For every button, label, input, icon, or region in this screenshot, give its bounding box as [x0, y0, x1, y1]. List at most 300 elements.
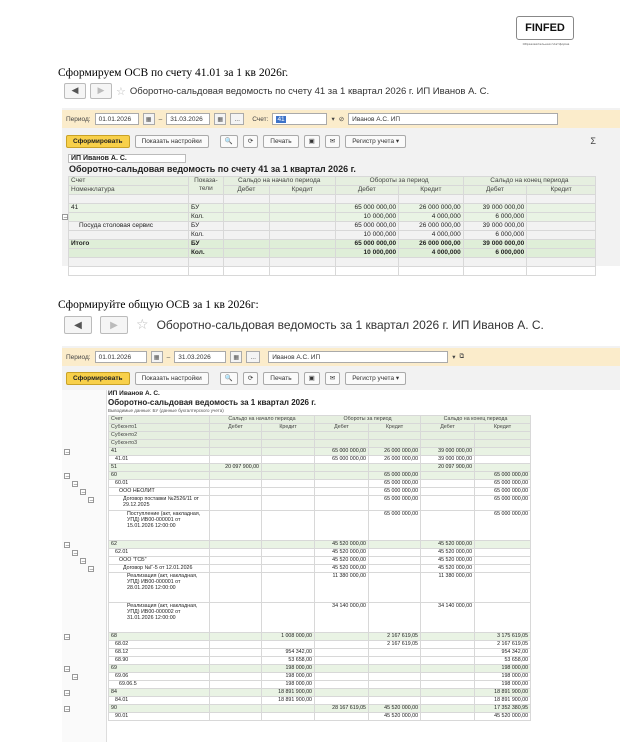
table-cell-oc: 1 008 000,00	[262, 633, 315, 641]
table-cell-tc: 26 000 000,00	[369, 456, 421, 464]
table-cell-tc: 45 520 000,00	[369, 713, 421, 721]
table-cell-cd	[421, 657, 475, 665]
table-cell-cd: 39 000 000,00	[463, 240, 527, 249]
table-cell-cd	[421, 681, 475, 689]
table-cell-cd: 20 097 900,00	[421, 464, 475, 472]
table-cell-td: 65 000 000,00	[315, 456, 369, 464]
period-select-button[interactable]: ...	[246, 351, 260, 363]
table-cell-td	[315, 488, 369, 496]
table-cell-name	[69, 231, 189, 240]
table-cell-tc	[369, 697, 421, 705]
open-icon[interactable]: ⧉	[459, 353, 465, 360]
period-select-button[interactable]: ...	[230, 113, 244, 125]
table-cell-od	[223, 222, 269, 231]
table-cell-td	[315, 496, 369, 511]
account-label: Счет:	[252, 115, 269, 123]
table-cell-name	[69, 249, 189, 258]
table-cell-tc	[369, 464, 421, 472]
table-cell-cd	[421, 480, 475, 488]
table-cell-tc: 65 000 000,00	[369, 496, 421, 511]
table-cell-td: 65 000 000,00	[335, 222, 399, 231]
table-row[interactable]	[109, 633, 531, 641]
period-dash: –	[158, 115, 163, 123]
table-cell-name: 68	[109, 633, 210, 641]
col-subconto1: Субконто1	[109, 424, 210, 432]
table-cell-td: 65 000 000,00	[315, 448, 369, 456]
table-cell-od	[210, 673, 262, 681]
table-cell-td	[315, 697, 369, 705]
table-cell-tc: 4 000,000	[399, 231, 464, 240]
refresh-icon[interactable]: ⟳	[243, 135, 258, 148]
table-cell-oc	[262, 480, 315, 488]
table-cell-oc: 198 000,00	[262, 665, 315, 673]
collapse-toggle-icon[interactable]: −	[81, 557, 87, 565]
table-cell-name: 68.12	[109, 649, 210, 657]
table-cell-name: 60.01	[109, 480, 210, 488]
table-cell-cc: 954 342,00	[475, 649, 531, 657]
collapse-toggle-icon[interactable]: −	[89, 496, 95, 504]
window-title-bar-2	[64, 316, 544, 334]
section1-heading: Сформируем ОСВ по счету 41.01 за 1 кв 2026г.	[58, 67, 289, 79]
table-cell-name: Реализация (акт, накладная, УПД) ИВ00-000001 от 28.01.2026 12:00:00	[109, 573, 210, 603]
toolbar-2	[62, 370, 620, 386]
table-cell-oc	[262, 603, 315, 633]
table-cell-od	[210, 496, 262, 511]
col-debit: Дебет	[463, 186, 527, 195]
table-cell-td: 34 140 000,00	[315, 603, 369, 633]
table-cell-oc: 198 000,00	[262, 681, 315, 689]
col-nomenclature: Номенклатура	[69, 186, 189, 195]
table-cell-tc: 65 000 000,00	[369, 472, 421, 480]
table-cell-cc	[527, 249, 596, 258]
calendar-icon[interactable]: ▦	[214, 113, 226, 125]
table-cell-td: 11 380 000,00	[315, 573, 369, 603]
table-cell-td	[315, 641, 369, 649]
table-cell-tc	[369, 557, 421, 565]
table-cell-oc	[262, 496, 315, 511]
register-label: Регистр учета	[352, 137, 395, 145]
table-cell-cd	[421, 511, 475, 541]
collapse-toggle-icon[interactable]: −	[73, 480, 79, 488]
col-turnover: Обороты за период	[335, 177, 463, 186]
table-cell-name: 90	[109, 705, 210, 713]
col-subconto2: Субконто2	[109, 432, 210, 440]
table-cell-tc	[369, 565, 421, 573]
favorite-star-icon[interactable]: ☆	[136, 317, 149, 333]
table-cell-tc	[369, 673, 421, 681]
print-button[interactable]: Печать	[263, 135, 298, 148]
table-row[interactable]	[109, 549, 531, 557]
table-cell-name: 62.01	[109, 549, 210, 557]
logo-subtitle: Образовательная платформа	[522, 42, 570, 46]
register-button[interactable]: Регистр учета ▾	[345, 372, 406, 385]
date-from-input[interactable]: 01.01.2026	[95, 351, 147, 363]
table-cell-name: Реализация (акт, накладная, УПД) ИВ00-000002 от 31.01.2026 12:00:00	[109, 603, 210, 633]
table-row[interactable]	[69, 231, 596, 240]
table-cell-cc	[475, 565, 531, 573]
table-cell-cc	[527, 213, 596, 222]
table-row[interactable]	[109, 665, 531, 673]
table-row[interactable]	[109, 456, 531, 464]
table-cell-od	[210, 541, 262, 549]
table-cell-cc: 18 891 900,00	[475, 689, 531, 697]
table-cell-od	[210, 697, 262, 705]
collapse-toggle-icon[interactable]: −	[65, 705, 71, 713]
sum-icon[interactable]: Σ	[590, 136, 596, 146]
table-row[interactable]	[109, 541, 531, 549]
table-row[interactable]	[109, 464, 531, 472]
table-cell-oc	[262, 705, 315, 713]
report-title-2: Оборотно-сальдовая ведомость за 1 квартал 2026 г.	[108, 398, 316, 407]
table-row[interactable]	[109, 557, 531, 565]
table-cell-cd: 34 140 000,00	[421, 603, 475, 633]
collapse-toggle-icon[interactable]: −	[81, 488, 87, 496]
table-cell-td	[315, 480, 369, 488]
table-row[interactable]	[109, 603, 531, 633]
report-org-2: ИП Иванов А. С.	[108, 390, 160, 397]
window-title-bar-1	[64, 83, 489, 99]
table-cell-tc	[369, 665, 421, 673]
collapse-toggle-icon[interactable]: −	[63, 213, 69, 221]
table-cell-tc: 45 520 000,00	[369, 705, 421, 713]
table-cell-cc	[475, 573, 531, 603]
table-cell-tc	[369, 573, 421, 603]
table-cell-od	[210, 456, 262, 464]
table-cell-name: Поступление (акт, накладная, УПД) ИВ00-000001 от 15.01.2026 12:00:00	[109, 511, 210, 541]
search-icon[interactable]: 🔍	[220, 135, 238, 148]
table-cell-ind: Кол.	[188, 249, 223, 258]
save-icon[interactable]: ▣	[304, 135, 320, 148]
table-cell-ind: БУ	[188, 240, 223, 249]
refresh-icon[interactable]: ⟳	[243, 372, 258, 385]
report-title-1: Оборотно-сальдовая ведомость по счету 41 за 1 квартал 2026 г.	[69, 164, 356, 174]
forward-button[interactable]: ▶	[100, 316, 128, 334]
table-cell-name: 68.02	[109, 641, 210, 649]
table-cell-td	[315, 633, 369, 641]
table-cell-oc	[269, 213, 335, 222]
table-cell-od	[223, 249, 269, 258]
back-button[interactable]: ◀	[64, 316, 92, 334]
organization-input[interactable]: Иванов А.С. ИП	[268, 351, 448, 363]
table-cell-cd	[421, 689, 475, 697]
table-cell-name: 68.90	[109, 657, 210, 665]
table-cell-cd: 39 000 000,00	[463, 222, 527, 231]
table-cell-od	[210, 557, 262, 565]
table-cell-cd	[421, 697, 475, 705]
table-cell-od	[210, 713, 262, 721]
mail-icon[interactable]: ✉	[325, 135, 340, 148]
table-row[interactable]	[109, 480, 531, 488]
section2-heading: Сформируйте общую ОСВ за 1 кв 2026г:	[58, 299, 259, 311]
table-cell-cd: 6 000,000	[463, 231, 527, 240]
table-cell-oc: 954 342,00	[262, 649, 315, 657]
table-cell-tc	[369, 689, 421, 697]
col-credit: Кредит	[399, 186, 464, 195]
table-cell-cd: 6 000,000	[463, 213, 527, 222]
table-cell-od	[210, 705, 262, 713]
table-cell-name	[69, 213, 189, 222]
table-row[interactable]	[109, 448, 531, 456]
table-cell-name: 41	[109, 448, 210, 456]
table-cell-cc	[475, 541, 531, 549]
collapse-toggle-icon[interactable]: −	[89, 565, 95, 573]
table-cell-od	[210, 689, 262, 697]
print-button[interactable]: Печать	[263, 372, 298, 385]
table-cell-td	[315, 681, 369, 689]
table-cell-oc	[262, 557, 315, 565]
collapse-toggle-icon[interactable]: −	[65, 448, 71, 456]
generate-button[interactable]: Сформировать	[66, 372, 130, 385]
table-cell-tc	[369, 541, 421, 549]
table-cell-td	[315, 464, 369, 472]
toolbar-1	[62, 133, 620, 149]
date-from-input[interactable]: 01.01.2026	[95, 113, 139, 125]
account-input[interactable]	[272, 113, 327, 125]
link-icon[interactable]: ⊘	[338, 116, 345, 123]
organization-input[interactable]: Иванов А.С. ИП	[348, 113, 558, 125]
table-cell-cc: 53 658,00	[475, 657, 531, 665]
table-cell-td	[315, 649, 369, 657]
table-cell-cd	[421, 665, 475, 673]
table-cell-cd: 39 000 000,00	[421, 448, 475, 456]
collapse-toggle-icon[interactable]: −	[65, 665, 71, 673]
save-icon[interactable]: ▣	[304, 372, 320, 385]
col-credit: Кредит	[262, 424, 315, 432]
table-cell-tc: 26 000 000,00	[399, 204, 464, 213]
table-row[interactable]	[109, 689, 531, 697]
table-cell-cc: 18 891 900,00	[475, 697, 531, 705]
table-cell-ind: Кол.	[188, 213, 223, 222]
table-row[interactable]	[109, 488, 531, 496]
table-cell-oc	[262, 713, 315, 721]
collapse-toggle-icon[interactable]: −	[65, 472, 71, 480]
report-note-2: Выводимые данные: БУ (данные бухгалтерского учета)	[108, 408, 224, 413]
col-account: Счет	[109, 416, 210, 424]
table-cell-od	[210, 448, 262, 456]
table-cell-cd	[421, 673, 475, 681]
calendar-icon[interactable]: ▦	[230, 351, 242, 363]
table-cell-cd	[421, 633, 475, 641]
show-settings-button[interactable]: Показать настройки	[135, 135, 209, 148]
table-cell-tc	[369, 549, 421, 557]
table-cell-name: ООО НЕОЛИТ	[109, 488, 210, 496]
date-to-input[interactable]: 31.03.2026	[174, 351, 226, 363]
table-cell-cc	[475, 557, 531, 565]
table-cell-cd: 6 000,000	[463, 249, 527, 258]
table-cell-td	[315, 713, 369, 721]
table-cell-td	[315, 657, 369, 665]
table-cell-cc: 65 000 000,00	[475, 480, 531, 488]
table-cell-cc: 65 000 000,00	[475, 496, 531, 511]
table-cell-tc: 2 167 619,05	[369, 641, 421, 649]
report-org-1: ИП Иванов А. С.	[68, 154, 186, 163]
table-cell-td: 45 520 000,00	[315, 565, 369, 573]
table-cell-ind: БУ	[188, 222, 223, 231]
table-cell-oc	[262, 565, 315, 573]
register-button[interactable]: Регистр учета ▾	[345, 135, 406, 148]
table-cell-cc	[527, 240, 596, 249]
table-row[interactable]	[69, 204, 596, 213]
table-cell-name: Договор №Г-5 от 12.01.2026	[109, 565, 210, 573]
table-cell-tc: 2 167 619,05	[369, 633, 421, 641]
table-cell-oc: 18 891 900,00	[262, 689, 315, 697]
table-cell-oc	[269, 249, 335, 258]
table-cell-cd	[421, 488, 475, 496]
table-row[interactable]	[109, 472, 531, 480]
table-cell-cc	[475, 549, 531, 557]
table-row[interactable]	[109, 573, 531, 603]
table-cell-tc	[369, 657, 421, 665]
table-cell-tc: 65 000 000,00	[369, 511, 421, 541]
table-cell-td: 65 000 000,00	[335, 240, 399, 249]
table-cell-td	[315, 689, 369, 697]
table-cell-cc	[527, 204, 596, 213]
table-cell-cc: 65 000 000,00	[475, 488, 531, 496]
table-cell-name: ООО "ГСБ"	[109, 557, 210, 565]
table-cell-oc	[262, 573, 315, 603]
table-row[interactable]	[109, 496, 531, 511]
table-cell-name: Посуда столовая сервис	[69, 222, 189, 231]
date-to-input[interactable]: 31.03.2026	[166, 113, 210, 125]
table-cell-od	[210, 488, 262, 496]
table-cell-name: Итого	[69, 240, 189, 249]
table-cell-cc: 2 167 619,05	[475, 641, 531, 649]
table-cell-tc: 26 000 000,00	[399, 222, 464, 231]
table-cell-ind: Кол.	[188, 231, 223, 240]
filter-bar-2	[62, 348, 620, 366]
table-row[interactable]	[109, 681, 531, 689]
table-cell-tc: 26 000 000,00	[399, 240, 464, 249]
show-settings-button[interactable]: Показать настройки	[135, 372, 209, 385]
table-cell-cc: 65 000 000,00	[475, 472, 531, 480]
table-cell-cd	[421, 705, 475, 713]
table-cell-tc	[369, 681, 421, 689]
back-button[interactable]: ◀	[64, 83, 86, 99]
table-cell-name: 90.01	[109, 713, 210, 721]
col-subconto3: Субконто3	[109, 440, 210, 448]
table-cell-td: 65 000 000,00	[335, 204, 399, 213]
col-debit: Дебет	[210, 424, 262, 432]
mail-icon[interactable]: ✉	[325, 372, 340, 385]
table-row[interactable]	[109, 511, 531, 541]
table-cell-cc	[475, 456, 531, 464]
table-cell-td	[315, 673, 369, 681]
table-cell-od	[210, 480, 262, 488]
search-icon[interactable]: 🔍	[220, 372, 238, 385]
register-label: Регистр учета	[352, 374, 395, 382]
table-cell-name: 69	[109, 665, 210, 673]
table-cell-od	[223, 231, 269, 240]
table-row[interactable]	[109, 641, 531, 649]
table-cell-oc	[269, 231, 335, 240]
table-cell-od	[210, 549, 262, 557]
dropdown-icon[interactable]: ▾	[331, 116, 335, 123]
col-credit: Кредит	[269, 186, 335, 195]
table-cell-cd: 45 520 000,00	[421, 565, 475, 573]
table-row[interactable]	[109, 705, 531, 713]
table-cell-od	[223, 213, 269, 222]
table-row[interactable]	[69, 213, 596, 222]
filter-bar-1	[62, 110, 620, 128]
table-cell-name: 41.01	[109, 456, 210, 464]
table-cell-cd: 11 380 000,00	[421, 573, 475, 603]
table-cell-oc	[262, 456, 315, 464]
table-cell-cc	[527, 231, 596, 240]
table-row[interactable]	[109, 649, 531, 657]
table-row[interactable]	[109, 657, 531, 665]
table-cell-od	[210, 472, 262, 480]
dropdown-icon[interactable]: ▾	[452, 354, 456, 361]
table-cell-cc: 198 000,00	[475, 681, 531, 689]
table-cell-cd: 39 000 000,00	[421, 456, 475, 464]
table-cell-od: 20 097 900,00	[210, 464, 262, 472]
table-cell-name: 69.06	[109, 673, 210, 681]
table-cell-cc: 3 175 619,05	[475, 633, 531, 641]
collapse-toggle-icon[interactable]: −	[65, 541, 71, 549]
table-cell-od	[210, 657, 262, 665]
calendar-icon[interactable]: ▦	[143, 113, 155, 125]
calendar-icon[interactable]: ▦	[151, 351, 163, 363]
table-cell-cc: 45 520 000,00	[475, 713, 531, 721]
table-cell-cd	[421, 472, 475, 480]
generate-button[interactable]: Сформировать	[66, 135, 130, 148]
table-cell-oc	[262, 549, 315, 557]
table-row[interactable]	[109, 673, 531, 681]
collapse-toggle-icon[interactable]: −	[65, 633, 71, 641]
favorite-star-icon[interactable]: ☆	[116, 84, 126, 98]
col-close-balance: Сальдо на конец периода	[463, 177, 595, 186]
collapse-toggle-icon[interactable]: −	[65, 689, 71, 697]
table-cell-name: 84	[109, 689, 210, 697]
col-debit: Дебет	[315, 424, 369, 432]
table-row[interactable]	[109, 713, 531, 721]
table-cell-name: 84.01	[109, 697, 210, 705]
table-row[interactable]	[69, 240, 596, 249]
table-cell-td	[315, 511, 369, 541]
table-cell-tc: 65 000 000,00	[369, 480, 421, 488]
collapse-toggle-icon[interactable]: −	[73, 673, 79, 681]
table-cell-name: 41	[69, 204, 189, 213]
table-cell-tc	[369, 649, 421, 657]
table-cell-oc: 53 658,00	[262, 657, 315, 665]
table-cell-oc	[269, 240, 335, 249]
table-cell-cd: 45 520 000,00	[421, 557, 475, 565]
table-cell-od	[210, 633, 262, 641]
table-cell-td: 10 000,000	[335, 249, 399, 258]
table-cell-name: 51	[109, 464, 210, 472]
collapse-toggle-icon[interactable]: −	[73, 549, 79, 557]
table-row[interactable]	[69, 222, 596, 231]
table-row[interactable]	[109, 697, 531, 705]
table-cell-oc	[262, 641, 315, 649]
table-row[interactable]	[109, 565, 531, 573]
col-debit: Дебет	[421, 424, 475, 432]
table-cell-cd	[421, 649, 475, 657]
table-row[interactable]	[69, 249, 596, 258]
table-cell-od	[210, 511, 262, 541]
col-indicators: Показа- тели	[188, 177, 223, 195]
table-cell-cd	[421, 641, 475, 649]
forward-button[interactable]: ▶	[90, 83, 112, 99]
table-cell-od	[223, 240, 269, 249]
table-cell-cc	[527, 222, 596, 231]
table-cell-name: 69.06.5	[109, 681, 210, 689]
table-cell-cd	[421, 496, 475, 511]
table-cell-td: 10 000,000	[335, 231, 399, 240]
table-cell-od	[210, 603, 262, 633]
table-cell-td: 45 520 000,00	[315, 557, 369, 565]
table-cell-oc: 198 000,00	[262, 673, 315, 681]
